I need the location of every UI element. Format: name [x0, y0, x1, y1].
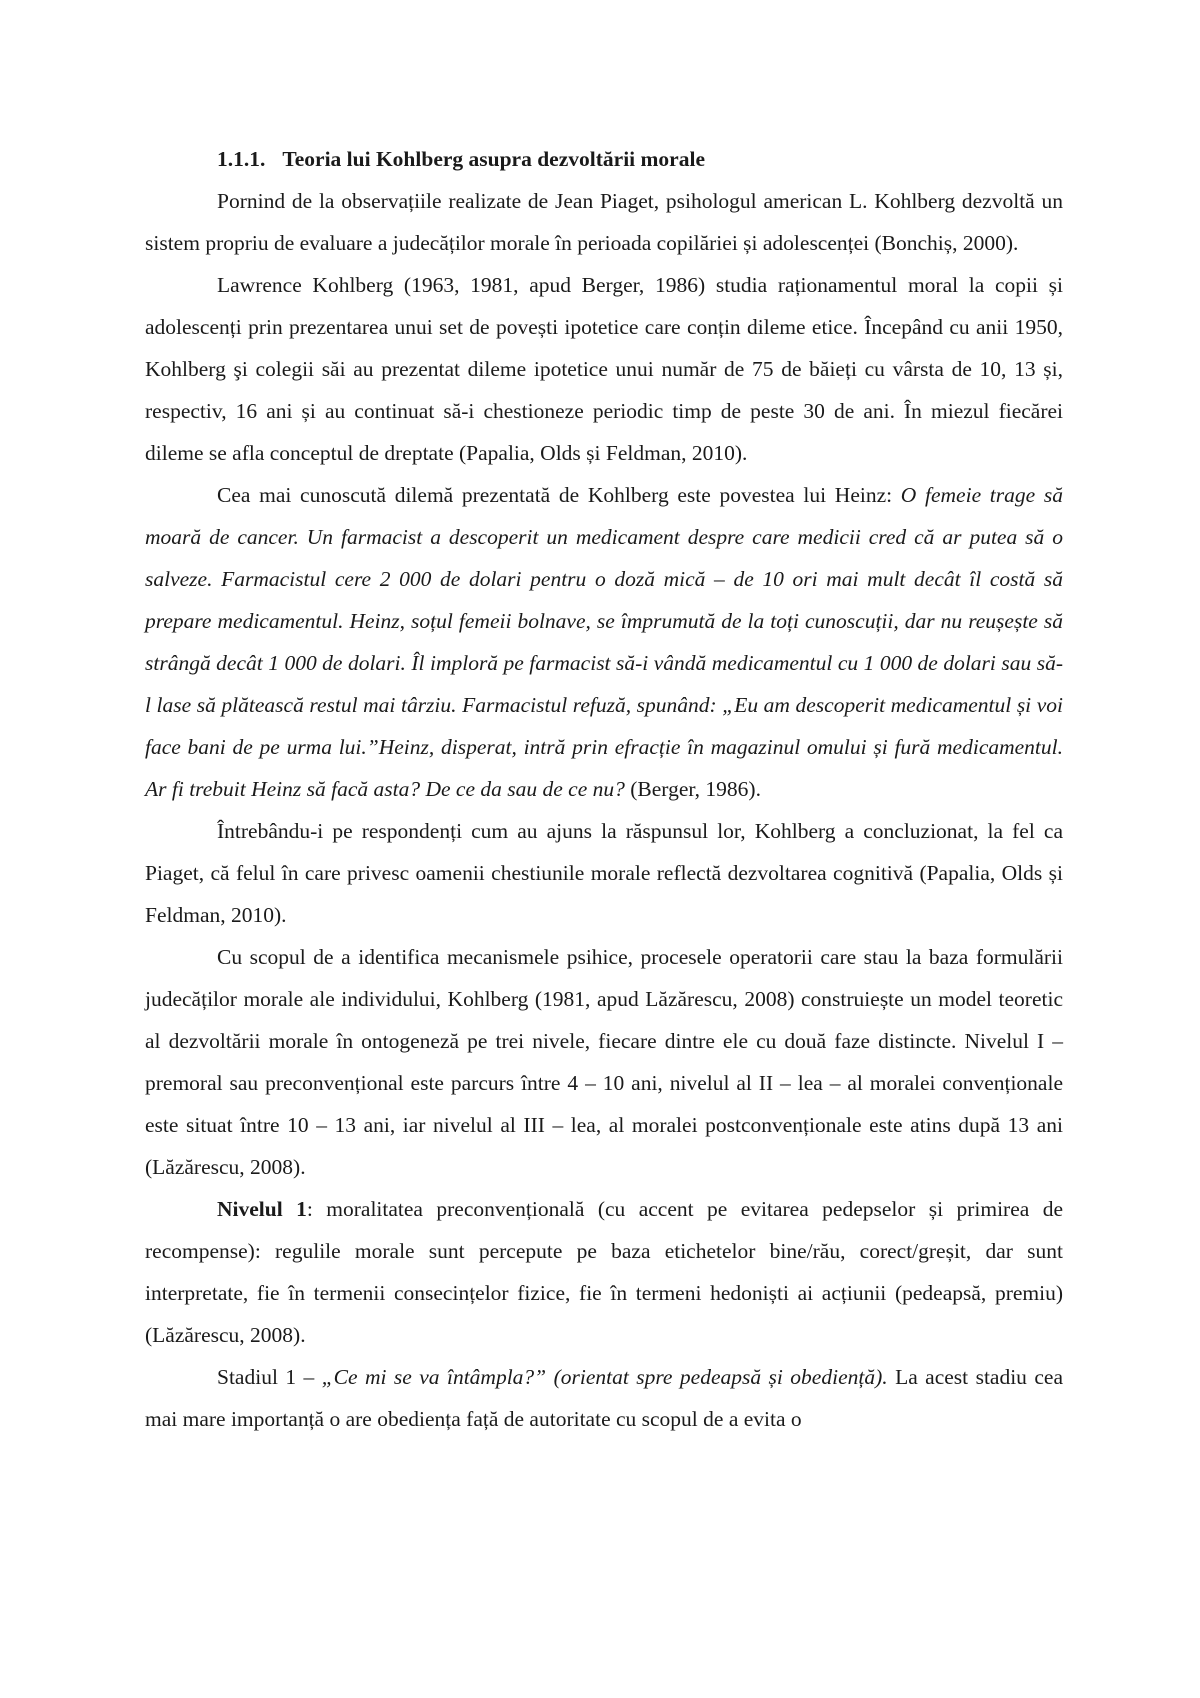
heinz-citation: (Berger, 1986).	[624, 777, 761, 801]
paragraph-4: Întrebându-i pe respondenți cum au ajuns la răspunsul lor, Kohlberg a concluzionat, la fel ca Piaget, că felul în care privesc oamenii chestiunile morale reflectă dezvoltarea cognitivă (Papalia, Olds și Feldman, 2010).	[145, 819, 1063, 927]
level-1-text: : moralitatea preconvențională (cu accent pe evitarea pedepselor și primirea de recompense): regulile morale sunt percepute pe baza etichetelor bine/rău, corect/greșit, dar sunt interpretate, fie în termenii consecințelor fizice, fie în termeni hedoniști ai acțiunii (pedeapsă, premiu) (Lăzărescu, 2008).	[145, 1197, 1064, 1347]
stage-1-text: La acest stadiu cea mai mare importanță o are obediența față de autoritate cu scopul de a evita o	[145, 1365, 1063, 1431]
paragraph-7	[145, 1356, 1063, 1440]
section-number: 1.1.1.	[217, 147, 266, 171]
heinz-intro: Cea mai cunoscută dilemă prezentată de Kohlberg este povestea lui Heinz:	[217, 483, 901, 507]
stage-1-title: „Ce mi se va întâmpla?” (orientat spre pedeapsă și obediență).	[321, 1365, 888, 1389]
document-page	[145, 138, 1063, 1440]
level-1-label: Nivelul 1	[217, 1197, 307, 1221]
paragraph-5: Cu scopul de a identifica mecanismele psihice, procesele operatorii care stau la baza formulării judecăților morale ale individului, Kohlberg (1981, apud Lăzărescu, 2008) construiește un model teoretic al dezvoltării morale în ontogeneză pe trei nivele, fiecare dintre ele cu două faze distincte. Nivelul I – premoral sau preconvențional este parcurs între 4 – 10 ani, nivelul al II – lea – al moralei convenționale este situat între 10 – 13 ani, iar nivelul al III – lea, al moralei postconvenționale este atins după 13 ani (Lăzărescu, 2008).	[145, 945, 1063, 1179]
section-heading	[145, 138, 1063, 180]
paragraph-6	[145, 1188, 1063, 1356]
section-title: Teoria lui Kohlberg asupra dezvoltării morale	[282, 147, 705, 171]
heinz-dilemma-text: O femeie trage să moară de cancer. Un farmacist a descoperit un medicament despre care medicii cred că ar putea să o salveze. Farmacistul cere 2 000 de dolari pentru o doză mică – de 10 ori mai mult decât îl costă să prepare medicamentul. Heinz, soțul femeii bolnave, se împrumută de la toți cunoscuții, dar nu reușește să strângă decât 1 000 de dolari. Îl imploră pe farmacist să-i vândă medicamentul cu 1 000 de dolari sau să-l lase să plătească restul mai târziu. Farmacistul refuză, spunând: „Eu am descoperit medicamentul și voi face bani de pe urma lui.”Heinz, disperat, intră prin efracție în magazinul omului și fură medicamentul. Ar fi trebuit Heinz să facă asta? De ce da sau de ce nu?	[145, 483, 1063, 801]
paragraph-1: Pornind de la observațiile realizate de Jean Piaget, psihologul american L. Kohlberg dezvoltă un sistem propriu de evaluare a judecăților morale în perioada copilăriei și adolescenței (Bonchiș, 2000).	[145, 189, 1063, 255]
paragraph-2: Lawrence Kohlberg (1963, 1981, apud Berger, 1986) studia raționamentul moral la copii și adolescenți prin prezentarea unui set de povești ipotetice care conțin dileme etice. Începând cu anii 1950, Kohlberg şi colegii săi au prezentat dileme ipotetice unui număr de 75 de băieți cu vârsta de 10, 13 și, respectiv, 16 ani și au continuat să-i chestioneze periodic timp de peste 30 de ani. În miezul fiecărei dileme se afla conceptul de dreptate (Papalia, Olds și Feldman, 2010).	[145, 273, 1063, 465]
stage-1-label: Stadiul 1 –	[217, 1365, 322, 1389]
paragraph-3	[145, 474, 1063, 810]
